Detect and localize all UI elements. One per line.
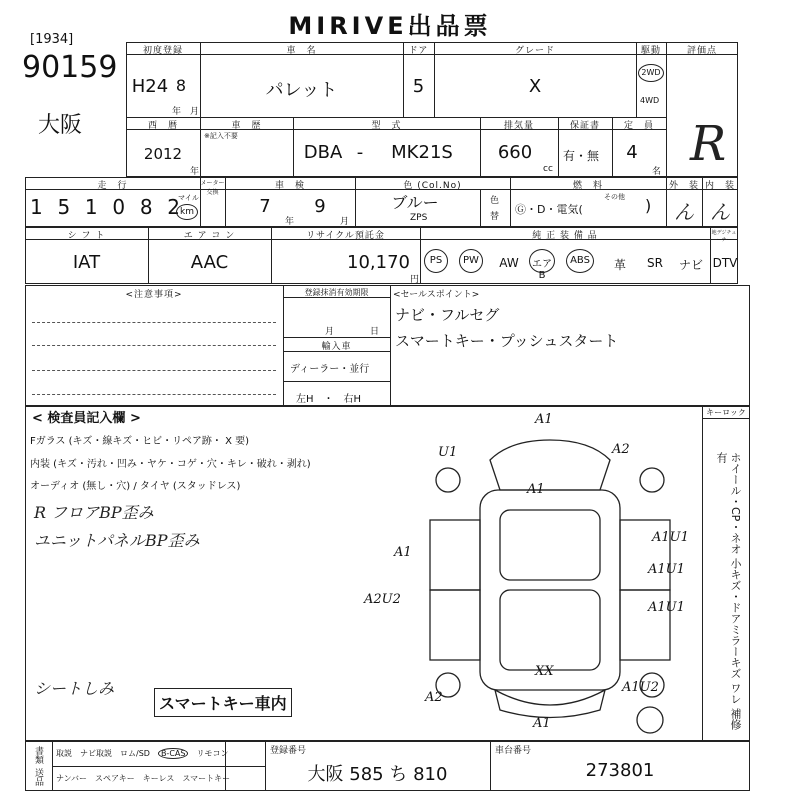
- persons-unit: 名: [652, 167, 662, 177]
- label-interior: 内 装: [704, 181, 735, 191]
- type-dash: -: [356, 142, 364, 163]
- damage-mark: A1U1: [648, 562, 685, 577]
- label-key-lock: キーロック: [706, 408, 746, 417]
- lot-number: 90159: [22, 50, 118, 85]
- boxed-note: スマートキー車内: [154, 688, 292, 717]
- fuel-close: ): [645, 196, 652, 215]
- lot-code: [1934]: [30, 32, 74, 47]
- label-tuner: 地デジチューナー: [711, 230, 737, 243]
- mileage-digits: [30, 195, 180, 221]
- mileage-digit: 8: [139, 195, 153, 219]
- inspection-month-suffix: 月: [340, 217, 350, 227]
- label-meter-change: メーター交換: [200, 180, 225, 196]
- damage-mark: U1: [438, 445, 458, 460]
- displacement: 660: [497, 142, 533, 163]
- doc-item: スペアキー: [95, 774, 135, 783]
- import-handle: 左H ・ 右H: [296, 394, 362, 405]
- type-prefix: DBA: [303, 142, 343, 163]
- type-model: MK21S: [391, 142, 453, 163]
- label-chassis-no: 車台番号: [495, 746, 532, 756]
- inspection-item-audio: オーディオ (無し・穴) / タイヤ (スタッドレス): [30, 481, 241, 492]
- label-car-name: 車 名: [286, 46, 317, 56]
- damage-mark: A1U1: [652, 530, 689, 545]
- label-warranty: 保証書: [569, 121, 600, 131]
- first-reg-month: 8: [175, 76, 187, 95]
- label-shift: シ フ ト: [67, 231, 106, 241]
- label-doors: ドア: [408, 46, 429, 56]
- sales-point-1: ナビ・フルセグ: [395, 306, 500, 324]
- month-suffix: 月: [190, 107, 200, 117]
- note-handwritten-1: R フロアBP歪み: [34, 503, 154, 522]
- inspection-item-interior: 内装 (キズ・汚れ・凹み・ヤケ・コゲ・穴・キレ・破れ・剥れ): [30, 459, 311, 470]
- damage-mark: A2: [612, 442, 630, 457]
- label-genuine-equip: 純 正 装 備 品: [532, 231, 598, 241]
- drive-4wd: 4WD: [640, 96, 660, 105]
- inspection-year-suffix: 年: [285, 217, 295, 227]
- damage-mark: A1: [527, 482, 545, 497]
- label-chassis-type: 型 式: [371, 121, 402, 131]
- doc-item: ロム/SD: [120, 749, 150, 758]
- import-dealer: ディーラー・並行: [290, 364, 370, 375]
- interior-grade: ん: [710, 200, 730, 224]
- damage-mark: XX: [535, 664, 554, 679]
- side-note: ホイール・CP・ネオ 小キズ・ドアミラーキズ ワレ 補修有: [715, 452, 742, 730]
- mileage-digit: 0: [112, 195, 126, 219]
- doc-item: スマートキー: [182, 774, 231, 783]
- inspection-year: 7: [259, 196, 271, 217]
- mileage-digit: 1: [30, 195, 43, 219]
- color: ブルー: [391, 193, 439, 212]
- equip-leather: 革: [613, 258, 626, 272]
- label-western: 西 暦: [147, 121, 178, 131]
- model-year-suffix: 年: [190, 167, 200, 177]
- damage-mark: A1U1: [648, 600, 685, 615]
- doc-item: リモコン: [196, 749, 229, 758]
- recycle: 10,170: [347, 252, 410, 273]
- equip-navi: ナビ: [678, 258, 703, 272]
- venue: 大阪: [38, 113, 83, 138]
- chassis-no: 273801: [585, 760, 655, 781]
- label-displacement: 排気量: [503, 121, 534, 131]
- page-title: MIRIVE出品票: [288, 12, 492, 40]
- equip-label: PS: [429, 255, 443, 266]
- damage-mark: A1U2: [622, 680, 659, 695]
- doors: 5: [412, 76, 425, 97]
- reg-expiry-month: 月: [325, 327, 335, 337]
- sales-point-2: スマートキー・プッシュスタート: [395, 332, 619, 350]
- doc-item: 取説: [56, 749, 72, 758]
- label-inspection: 車 検: [274, 181, 305, 191]
- doc-item: ナビ取説: [80, 749, 112, 758]
- exterior-grade: ん: [674, 200, 694, 224]
- equip-pw: [459, 249, 483, 273]
- reg-no: 大阪 585 ち 810: [307, 764, 448, 785]
- drive-2wd: 2WD: [638, 64, 664, 82]
- damage-mark: A1: [535, 412, 553, 427]
- inspection-month: 9: [314, 196, 326, 217]
- aircon: AAC: [190, 252, 229, 273]
- equip-abs: [566, 249, 594, 273]
- equip-label: PW: [463, 255, 479, 266]
- fuel-unleaded: 色: [490, 196, 500, 206]
- damage-mark: A1: [394, 545, 412, 560]
- mileage-digit: 2: [167, 195, 180, 219]
- note-handwritten-3: シートしみ: [34, 679, 115, 698]
- model-year: 2012: [143, 145, 183, 163]
- label-first-reg: 初度登録: [142, 46, 183, 56]
- label-rating: 評価点: [686, 46, 717, 56]
- car-name: パレット: [265, 80, 338, 101]
- fuel-other: その他: [604, 193, 625, 201]
- history-sub: ※記入不要: [204, 132, 238, 140]
- color-code: ZPS: [410, 213, 428, 223]
- label-reg-expiry: 登録抹消有効期限: [304, 288, 369, 297]
- label-color: 色 (Col.No): [403, 181, 462, 191]
- doc-items-bottom: [56, 773, 230, 784]
- doc-item: キーレス: [142, 774, 175, 783]
- label-recycle: リサイクル預託金: [306, 231, 385, 241]
- fuel-unleaded-2: 替: [490, 212, 500, 222]
- grade: X: [528, 76, 542, 97]
- label-notes: <注意事項>: [125, 290, 183, 300]
- equip-label: ABS: [570, 255, 590, 266]
- fuel-options: Ⓖ・D・電気(: [515, 203, 583, 216]
- mileage-digit: 5: [57, 195, 71, 219]
- doc-item: B-CAS: [158, 748, 189, 759]
- label-grade: グレード: [514, 46, 555, 56]
- shift: IAT: [72, 252, 101, 273]
- label-fuel: 燃 料: [572, 181, 603, 191]
- rating-value: R: [690, 116, 727, 172]
- cc-unit: cc: [543, 164, 553, 174]
- mile-label: マイル: [178, 194, 199, 202]
- first-reg-era: H24: [131, 76, 169, 97]
- label-capacity: 定 員: [623, 121, 654, 131]
- doc-items-top: [56, 748, 228, 759]
- inspection-item-glass: Fガラス (キズ・線キズ・ヒビ・リペア跡・ X 要): [30, 436, 250, 447]
- note-handwritten-2: ユニットパネルBP歪み: [34, 531, 200, 550]
- label-history: 車 歴: [231, 121, 262, 131]
- doc-item: ナンバー: [56, 774, 88, 783]
- warranty-value: 有・無: [563, 149, 600, 163]
- damage-mark: A1: [533, 716, 551, 731]
- label-inspector: < 検査員記入欄 >: [32, 411, 141, 426]
- reg-expiry-day: 日: [370, 327, 380, 337]
- equip-label: エアB: [532, 259, 552, 281]
- equip-sr: SR: [647, 256, 663, 270]
- label-drive: 駆動: [640, 46, 661, 56]
- mileage-digit: 1: [84, 195, 98, 219]
- equip-aw: AW: [499, 256, 519, 270]
- yen-unit: 円: [410, 275, 420, 285]
- year-suffix: 年: [172, 107, 182, 117]
- km-unit: km: [176, 204, 198, 220]
- equip-airbag: [529, 249, 555, 281]
- label-documents: 書類: [33, 746, 43, 764]
- label-reg-no: 登録番号: [270, 746, 307, 756]
- damage-mark: A2U2: [364, 592, 401, 607]
- capacity: 4: [626, 142, 638, 163]
- label-aircon: エ ア コ ン: [183, 231, 236, 241]
- label-mileage: 走 行: [97, 181, 128, 191]
- label-import: 輸入車: [321, 342, 352, 352]
- label-sales-points: <セールスポイント>: [393, 290, 480, 300]
- label-delivery: 送品: [33, 768, 43, 786]
- label-exterior: 外 装: [668, 181, 699, 191]
- damage-mark: A2: [425, 690, 443, 705]
- equip-dtv: DTV: [712, 256, 738, 270]
- equip-ps: [424, 249, 448, 273]
